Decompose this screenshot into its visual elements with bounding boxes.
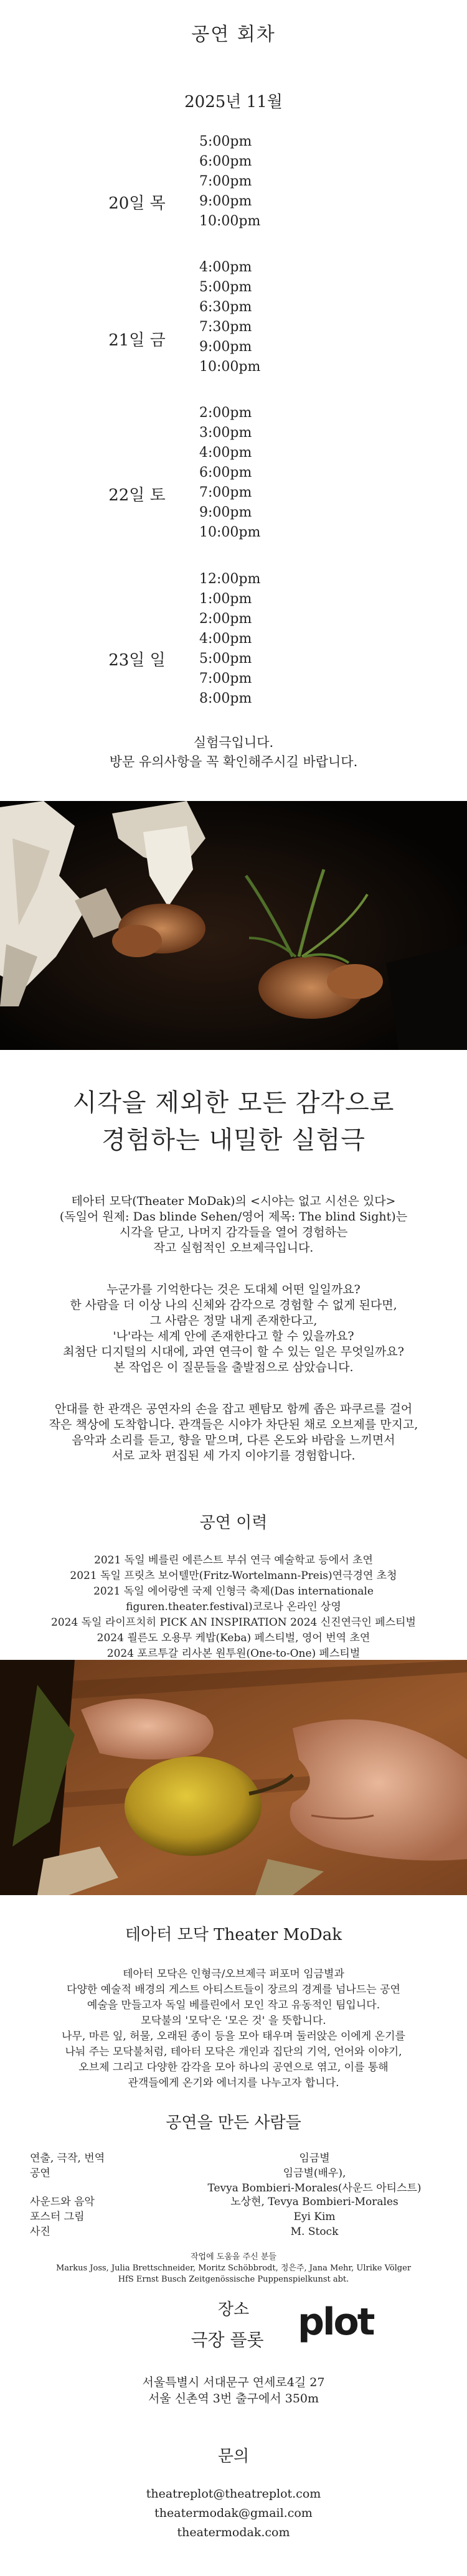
time-slot: 8:00pm: [199, 691, 252, 706]
paragraph-line: 작고 실험적인 오브제극입니다.: [153, 1241, 314, 1255]
help-title: 작업에 도움을 주신 분들: [191, 2252, 276, 2262]
paragraph-line: 나무, 마른 잎, 허물, 오래된 종이 등을 모아 태우며 둘러앉은 이에게 온기를: [62, 2030, 405, 2043]
performance-photo-hands-pear: [0, 1660, 467, 1895]
credit-name: 임금별(배우),: [283, 2167, 346, 2180]
credit-role: 사진: [30, 2226, 50, 2238]
credit-role: 공연: [30, 2167, 50, 2180]
history-item: 2024 포르투갈 리사본 원투원(One-to-One) 페스티벌: [106, 1647, 361, 1660]
notice: [0, 733, 467, 772]
paragraph-line: 테아터 모닥은 인형극/오브제극 퍼포머 임금별과: [123, 1968, 344, 1980]
address-line: 서울 신촌역 3번 출구에서 350m: [148, 2392, 319, 2405]
venue-name: 극장 플롯: [191, 2330, 264, 2350]
day-label: 22일 토: [108, 486, 166, 505]
contact-title: 문의: [217, 2447, 250, 2466]
intro-paragraph-3: [0, 1402, 467, 1464]
performance-photo-hands-plant: [0, 801, 467, 1050]
day-label: 20일 목: [108, 194, 166, 213]
time-slot: 4:00pm: [199, 445, 252, 461]
paragraph-line: 작은 책상에 도착합니다. 관객들은 시야가 차단된 채로 오브제를 만지고,: [49, 1418, 418, 1431]
notice-line: 방문 유의사항을 꼭 확인해주시길 바랍니다.: [109, 754, 358, 769]
paragraph-line: 서로 교차 편집된 세 가지 이야기를 경험합니다.: [111, 1449, 356, 1463]
intro-title-line: 시각을 제외한 모든 감각으로: [72, 1089, 395, 1117]
time-slot: 10:00pm: [199, 525, 261, 540]
paragraph-line: 관객들에게 온기와 에너지를 나누고자 합니다.: [128, 2077, 339, 2089]
paragraph-line: 그 사람은 정말 내게 존재한다고,: [149, 1314, 318, 1328]
help-institution: HfS Ernst Busch Zeitgenössische Puppenspielkunst abt.: [118, 2275, 349, 2284]
intro-paragraph-2: [0, 1282, 467, 1375]
day-label: 21일 금: [108, 331, 166, 350]
paragraph-line: 안대를 한 관객은 공연자의 손을 잡고 펜탐모 함께 좁은 파쿠르를 걸어: [54, 1402, 413, 1416]
contact-email[interactable]: theatreplot@theatreplot.com: [146, 2487, 321, 2501]
credit-role: 연출, 극작, 번역: [30, 2152, 105, 2165]
paragraph-line: (독일어 원제: Das blinde Sehen/영어 제목: The blind Sight)는: [59, 1210, 408, 1224]
time-slot: 6:00pm: [199, 154, 252, 169]
paragraph-line: 테아터 모닥(Theater MoDak)의 <시야는 없고 시선은 있다>: [71, 1194, 396, 1208]
history-item: figuren.theater.festival)코로나 온라인 상영: [126, 1601, 341, 1613]
time-slot: 5:00pm: [199, 279, 252, 295]
time-list: [199, 132, 274, 232]
time-slot: 5:00pm: [199, 134, 252, 149]
credits-help: [0, 2252, 467, 2285]
company-title: 테아터 모닥 Theater MoDak: [125, 1926, 342, 1944]
time-slot: 10:00pm: [199, 359, 261, 375]
paragraph-line: 모닥불의 '모닥'은 '모은 것' 을 뜻합니다.: [141, 2015, 326, 2027]
paragraph-line: 시각을 닫고, 나머지 감각들을 열어 경험하는: [119, 1225, 348, 1239]
time-slot: 6:00pm: [199, 465, 252, 480]
time-slot: 12:00pm: [199, 571, 261, 587]
history-item: 2024 독일 라이프치히 PICK AN INSPIRATION 2024 신진연극인 페스티벌: [51, 1616, 416, 1629]
time-slot: 5:00pm: [199, 651, 252, 667]
paragraph-line: 다양한 예술적 배경의 게스트 아티스트들이 장르의 경계를 넘나드는 공연: [67, 1984, 400, 1996]
contact-website[interactable]: theatermodak.com: [177, 2526, 290, 2539]
credit-name: 노상현, Tevya Bombieri-Morales: [230, 2196, 399, 2208]
time-slot: 1:00pm: [199, 591, 252, 607]
address-line: 서울특별시 서대문구 연세로4길 27: [142, 2376, 325, 2389]
credit-name: Eyi Kim: [293, 2211, 336, 2223]
credit-name: 임금별: [299, 2152, 330, 2165]
credit-name: Tevya Bombieri-Morales(사운드 아티스트): [207, 2182, 422, 2194]
help-names: Markus Joss, Julia Brettschneider, Moritz Schöbbrodt, 정은주, Jana Mehr, Ulrike Völger: [55, 2264, 412, 2273]
time-slot: 7:30pm: [199, 319, 252, 335]
paragraph-line: 나눠 주는 모닥불처럼, 테아터 모닥은 개인과 집단의 기억, 언어와 이야기,: [65, 2046, 402, 2058]
credit-names: [168, 2194, 461, 2239]
paragraph-line: '나'라는 세계 안에 존재한다고 할 수 있을까요?: [113, 1329, 354, 1343]
time-slot: 2:00pm: [199, 405, 252, 421]
time-slot: 7:00pm: [199, 485, 252, 500]
venue-section-title: 장소: [217, 2300, 250, 2319]
notice-line: 실험극입니다.: [193, 735, 274, 750]
time-list: [199, 403, 274, 543]
time-slot: 10:00pm: [199, 213, 261, 229]
history-title: 공연 이력: [199, 1514, 268, 1532]
time-slot: 4:00pm: [199, 631, 252, 647]
time-slot: 7:00pm: [199, 174, 252, 189]
credit-name: M. Stock: [290, 2226, 339, 2238]
contact-list: [0, 2485, 467, 2542]
time-slot: 9:00pm: [199, 505, 252, 520]
time-slot: 4:00pm: [199, 260, 252, 275]
paragraph-line: 최첨단 디지털의 시대에, 과연 연극이 할 수 있는 일은 무엇일까요?: [63, 1345, 404, 1359]
history-item: 2021 독일 베를린 에른스트 부쉬 연극 예술학교 등에서 초연: [94, 1554, 373, 1567]
time-slot: 3:00pm: [199, 425, 252, 441]
history-item: 2021 독일 프릿츠 보어텔만(Fritz-Wortelmann-Preis)연극경연 초청: [70, 1570, 397, 1582]
plot-logo: plot: [298, 2300, 374, 2344]
schedule-month: 2025년 11월: [184, 93, 283, 111]
credit-role: 사운드와 음악: [30, 2196, 95, 2208]
intro-title-line: 경험하는 내밀한 실험극: [101, 1126, 366, 1155]
credit-names: [168, 2151, 461, 2196]
day-label: 23일 일: [108, 651, 166, 670]
credit-role: 포스터 그림: [30, 2211, 85, 2223]
contact-email[interactable]: theatermodak@gmail.com: [154, 2506, 313, 2520]
company-description: [0, 1967, 467, 2091]
paragraph-line: 음악과 소리를 듣고, 향을 맡으며, 다른 온도와 바람을 느끼면서: [72, 1433, 395, 1447]
intro-paragraph-1: [0, 1194, 467, 1256]
time-slot: 9:00pm: [199, 339, 252, 355]
history-list: [0, 1553, 467, 1662]
intro-title: [0, 1084, 467, 1159]
time-list: [199, 258, 274, 377]
schedule-title: 공연 회차: [191, 24, 276, 45]
history-item: 2024 쾰른도 오용무 케밥(Keba) 페스티벌, 영어 번역 초연: [97, 1632, 370, 1644]
venue-address: [0, 2374, 467, 2407]
paragraph-line: 예술을 만들고자 독일 베를린에서 모인 작고 유동적인 팀입니다.: [87, 1999, 380, 2012]
time-slot: 6:30pm: [199, 299, 252, 315]
history-item: 2021 독일 에어랑엔 국제 인형극 축제(Das internationale: [93, 1585, 374, 1598]
paragraph-line: 한 사람을 더 이상 나의 신체와 감각으로 경험할 수 없게 된다면,: [70, 1298, 397, 1312]
credit-roles: [30, 2194, 95, 2239]
credit-roles: [30, 2151, 105, 2181]
time-slot: 7:00pm: [199, 671, 252, 686]
time-slot: 9:00pm: [199, 194, 252, 209]
time-list: [199, 569, 274, 709]
paragraph-line: 누군가를 기억한다는 것은 도대체 어떤 일일까요?: [106, 1283, 361, 1296]
time-slot: 2:00pm: [199, 611, 252, 627]
paragraph-line: 본 작업은 이 질문들을 출발점으로 삼았습니다.: [113, 1361, 354, 1374]
paragraph-line: 오브제 그리고 다양한 감각을 모아 하나의 공연으로 엮고, 이를 통해: [78, 2061, 389, 2074]
credits-title: 공연을 만든 사람들: [166, 2114, 301, 2132]
